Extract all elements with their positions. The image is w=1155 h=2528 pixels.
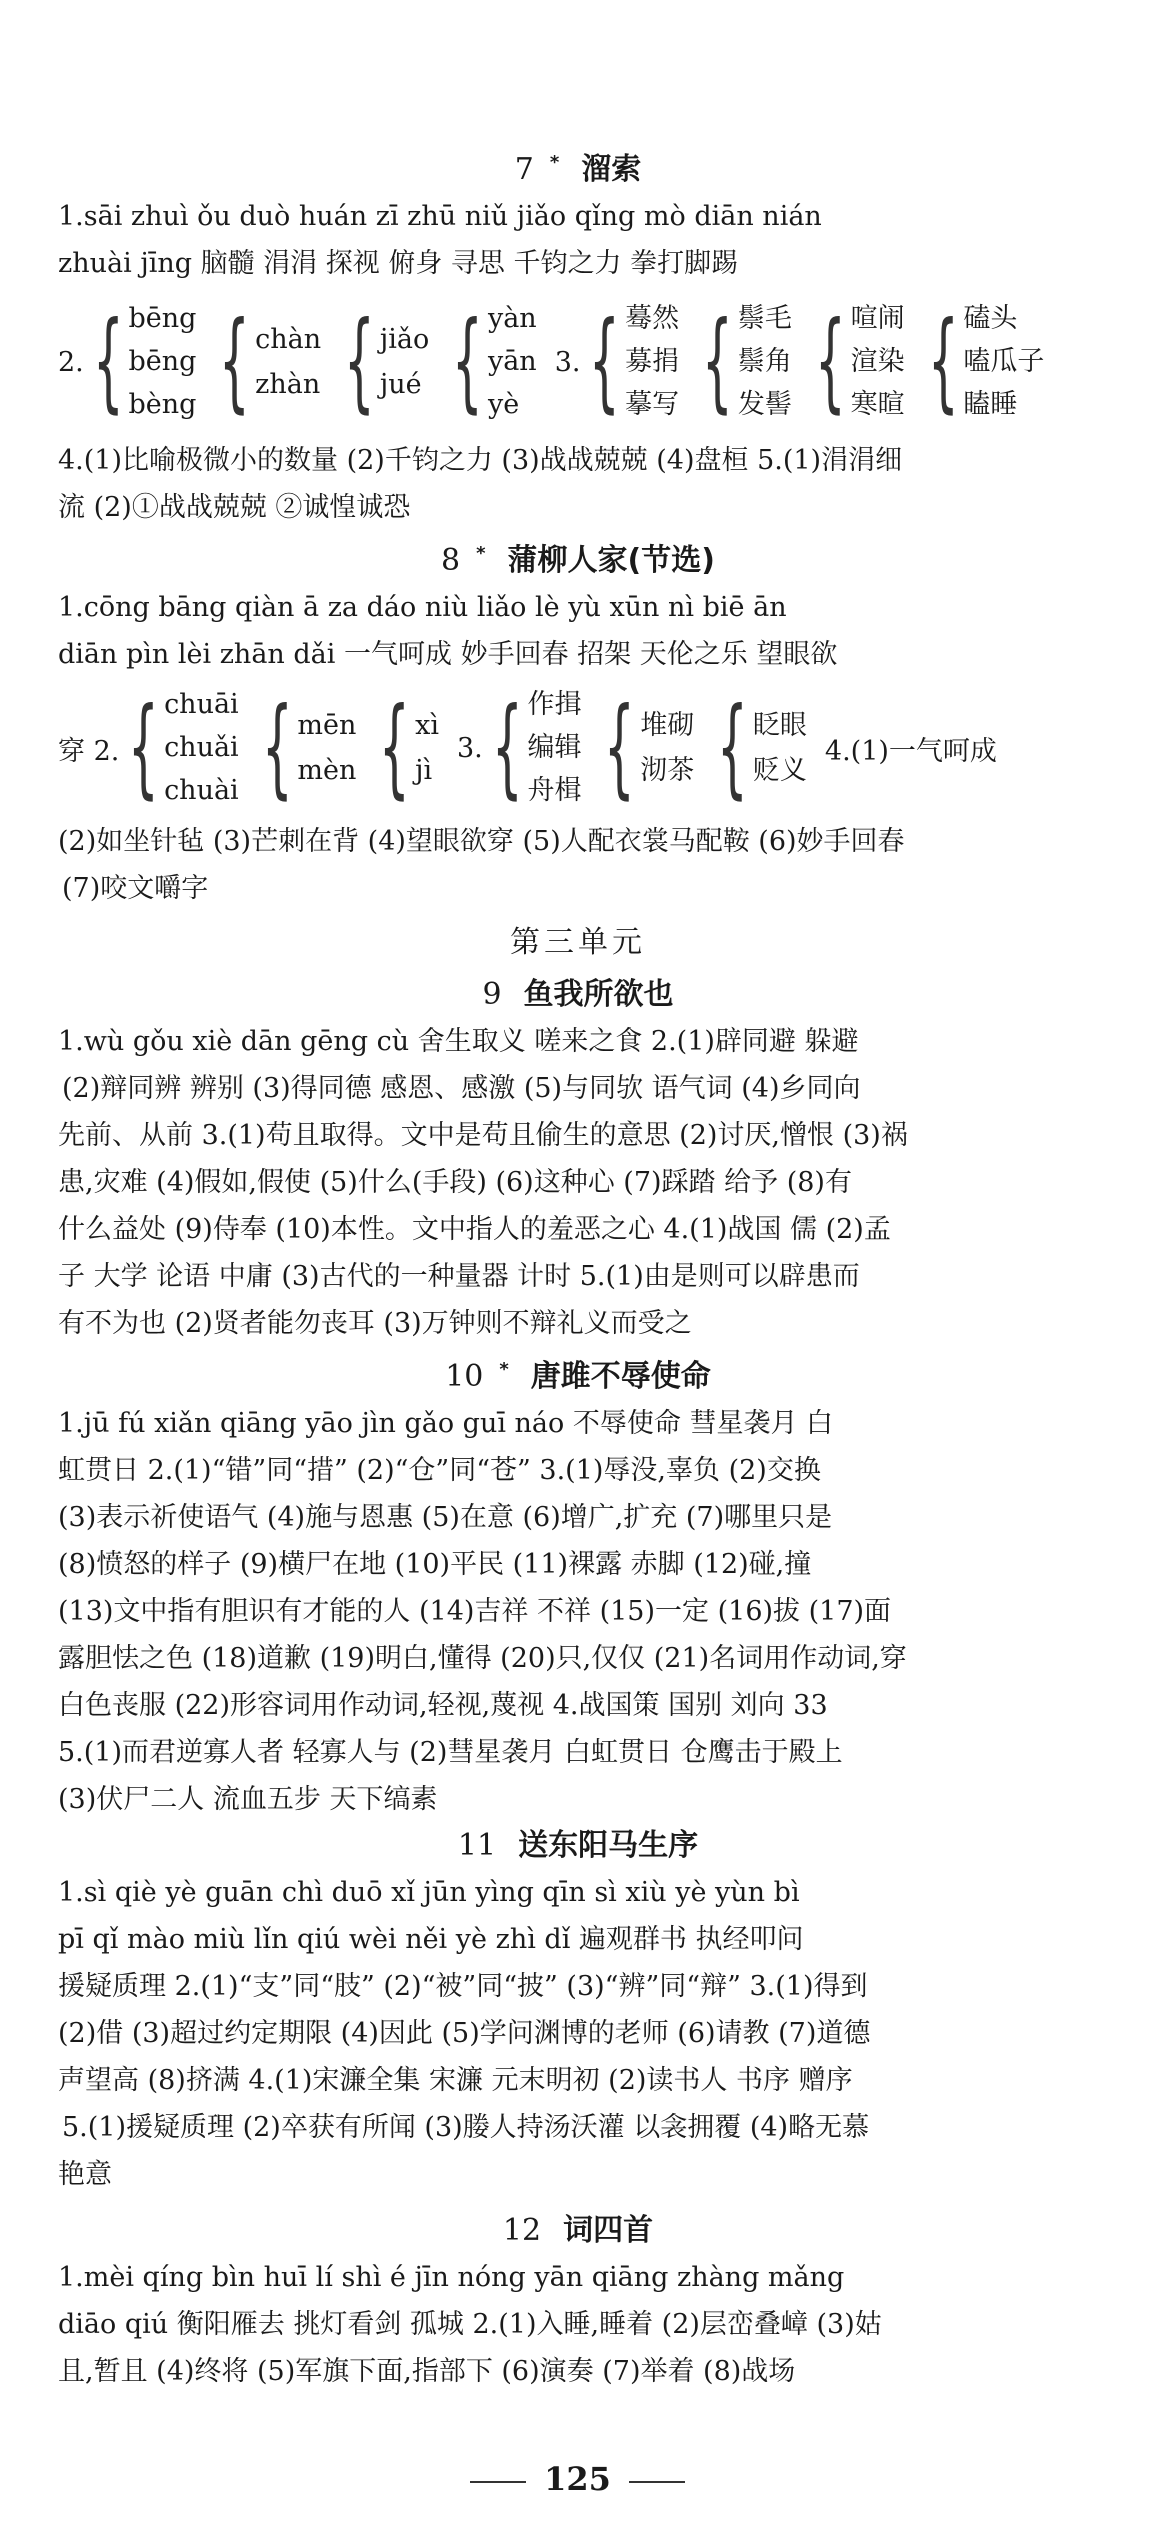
group-item: mèn [297, 754, 357, 786]
group-item: mēn [297, 709, 357, 741]
group-item: yàn [487, 302, 537, 334]
lesson-7-title [58, 140, 1098, 193]
answer-line: (2)如坐针毡 (3)芒刺在背 (4)望眼欲穿 (5)人配衣裳马配鞍 (6)妙手回春 [58, 826, 905, 857]
group-item: chuāi [164, 688, 239, 720]
lesson-star: * [549, 152, 560, 173]
item-number: 3. [554, 346, 581, 378]
brace-icon: { [452, 299, 484, 424]
pronunciation-groups [58, 287, 1098, 437]
group-item: yān [487, 345, 537, 377]
lesson-11-title [58, 1823, 1098, 1869]
group-item: 磕头 [963, 302, 1018, 334]
group-item: 渲染 [850, 345, 905, 377]
group-item: 编辑 [527, 731, 582, 763]
group-item: 鬃角 [737, 345, 792, 377]
lesson-title-text: 蒲柳人家(节选) [507, 543, 715, 578]
brace-icon: { [261, 685, 293, 810]
group-item: bēng [128, 345, 197, 377]
lesson-star: * [476, 543, 486, 564]
brace-icon: { [589, 299, 621, 424]
answer-line: (8)愤怒的样子 (9)横尸在地 (10)平民 (11)裸露 赤脚 (12)碰,撞 [58, 1549, 812, 1580]
brace-group [447, 297, 536, 427]
lesson-title-text: 唐雎不辱使命 [530, 1359, 711, 1394]
lesson-title-text: 溜索 [581, 152, 642, 187]
brace-icon: { [92, 299, 124, 424]
answer-line: 5.(1)援疑质理 (2)卒获有所闻 (3)媵人持汤沃灌 以衾拥覆 (4)略无慕 [62, 2112, 870, 2143]
brace-icon: { [128, 685, 160, 810]
item-number: 2. [58, 346, 84, 378]
brace-group [697, 297, 792, 427]
brace-group [374, 685, 439, 810]
group-item: 贬义 [752, 754, 807, 786]
lesson-10-title [58, 1347, 1098, 1400]
lesson-number: 10 [445, 1359, 484, 1394]
answer-line: 1.jū fú xiǎn qiāng yāo jìn gǎo guī náo 不辱使命 彗星袭月 白 [58, 1408, 834, 1439]
answer-line: 声望高 (8)挤满 4.(1)宋濂全集 宋濂 元末明初 (2)读书人 书序 赠序 [58, 2065, 853, 2096]
answer-line: (7)咬文嚼字 [62, 873, 209, 904]
group-item: 寒暄 [850, 389, 905, 421]
answer-line: 5.(1)而君逆寡人者 轻寡人与 (2)彗星袭月 白虹贯日 仓鹰击于殿上 [58, 1737, 843, 1768]
group-item: jiǎo [379, 323, 430, 355]
divider [470, 2481, 526, 2483]
group-item: chuǎi [164, 731, 239, 763]
lesson-number: 12 [502, 2213, 542, 2248]
brace-icon: { [344, 299, 375, 424]
lesson-9-title [58, 972, 1098, 1018]
group-item: xì [415, 709, 439, 741]
divider [629, 2481, 685, 2483]
lesson-title-text: 词四首 [563, 2213, 654, 2248]
group-item: 舟楫 [527, 775, 582, 807]
group-item: chuài [164, 775, 239, 807]
group-item: 募捐 [625, 345, 680, 377]
page-number [0, 2460, 1155, 2498]
group-item: 蓦然 [625, 302, 680, 334]
group-item: 发髻 [737, 389, 792, 421]
answer-line: 先前、从前 3.(1)苟且取得。文中是苟且偷生的意思 (2)讨厌,憎恨 (3)祸 [58, 1120, 908, 1151]
answer-line: diān pìn lèi zhān dǎi 一气呵成 妙手回春 招架 天伦之乐 望眼欲 [58, 639, 838, 670]
answer-line: (13)文中指有胆识有才能的人 (14)吉祥 不祥 (15)一定 (16)拔 (17)面 [58, 1596, 892, 1627]
lesson-8-title [58, 531, 1098, 584]
group-item: yè [487, 389, 520, 421]
brace-group [599, 685, 695, 810]
answer-line: 1.sāi zhuì ǒu duò huán zī zhū niǔ jiǎo qǐng mò diān nián [58, 201, 822, 232]
answer-line: 白色丧服 (22)形容词用作动词,轻视,蔑视 4.战国策 国别 刘向 33 [58, 1690, 828, 1721]
answer-line: 有不为也 (2)贤者能勿丧耳 (3)万钟则不辩礼义而受之 [58, 1308, 692, 1339]
answer-line: 艳意 [58, 2159, 112, 2190]
answer-line: (2)借 (3)超过约定期限 (4)因此 (5)学问渊博的老师 (6)请教 (7)道德 [58, 2018, 871, 2049]
answer-line: 1.wù gǒu xiè dān gēng cù 舍生取义 嗟来之食 2.(1)辟同避 躲避 [58, 1026, 859, 1057]
lesson-number: 11 [457, 1828, 497, 1863]
group-item: jué [379, 368, 422, 400]
brace-icon: { [491, 685, 523, 810]
group-item: 喧闹 [850, 302, 905, 334]
answer-line: (2)辩同辨 辨别 (3)得同德 感恩、感激 (5)与同欤 语气词 (4)乡同向 [62, 1073, 861, 1104]
brace-group [487, 683, 582, 813]
answer-line: 4.(1)比喻极微小的数量 (2)千钧之力 (3)战战兢兢 (4)盘桓 5.(1)涓涓细 [58, 445, 903, 476]
answer-line: (3)表示祈使语气 (4)施与恩惠 (5)在意 (6)增广,扩充 (7)哪里只是 [58, 1502, 833, 1533]
answer-line: 且,暂且 (4)终将 (5)军旗下面,指部下 (6)演奏 (7)举着 (8)战场 [58, 2356, 796, 2387]
brace-icon: { [219, 299, 251, 424]
brace-icon: { [604, 685, 636, 810]
brace-icon: { [702, 299, 733, 424]
answer-line: 患,灾难 (4)假如,假使 (5)什么(手段) (6)这种心 (7)踩踏 给予 (8)有 [58, 1167, 852, 1198]
group-item: 作揖 [527, 688, 582, 720]
brace-icon: { [927, 299, 959, 424]
page-number-text: 125 [544, 2460, 611, 2498]
answer-line: pī qǐ mào miù lǐn qiú wèi něi yè zhì dǐ 遍观群书 执经叩问 [58, 1924, 804, 1955]
answer-line: 1.mèi qíng bìn huī lí shì é jīn nóng yān qiāng zhàng mǎng [58, 2262, 845, 2293]
group-item: 鬃毛 [737, 302, 792, 334]
group-item: jì [415, 754, 433, 786]
lesson-12-title [58, 2208, 1098, 2254]
group-item: 沏茶 [640, 754, 695, 786]
brace-group [923, 297, 1045, 427]
item-number: 穿 2. [58, 735, 120, 767]
lesson-number: 7 [514, 152, 534, 187]
group-item: 摹写 [625, 389, 680, 421]
lesson-number: 9 [482, 977, 502, 1012]
brace-group [257, 685, 357, 810]
brace-icon: { [717, 685, 749, 810]
lesson-title-text: 送东阳马生序 [518, 1828, 699, 1863]
answer-line: zhuài jīng 脑髓 涓涓 探视 俯身 寻思 千钧之力 拳打脚踢 [58, 248, 739, 279]
item-number: 3. [457, 732, 483, 764]
group-item: 堆砌 [640, 709, 695, 741]
answer-line: 虹贯日 2.(1)“错”同“措” (2)“仓”同“苍” 3.(1)辱没,辜负 (2)交换 [58, 1455, 821, 1486]
lesson-title-text: 鱼我所欲也 [523, 977, 674, 1012]
brace-group [339, 299, 430, 424]
answer-line: (3)伏尸二人 流血五步 天下缟素 [58, 1784, 438, 1815]
answer-line: 流 (2)①战战兢兢 ②诚惶诚恐 [58, 492, 411, 523]
lesson-star: * [499, 1359, 509, 1380]
group-item: bēng [128, 302, 197, 334]
brace-group [810, 297, 905, 427]
group-item: zhàn [255, 368, 321, 400]
group-item: 嗑瓜子 [963, 345, 1045, 377]
brace-group [584, 297, 679, 427]
answer-line: 援疑质理 2.(1)“支”同“肢” (2)“被”同“披” (3)“辨”同“辩” 3.(1)得到 [58, 1971, 868, 2002]
brace-group [123, 683, 238, 813]
pronunciation-groups [58, 678, 1098, 818]
group-item: 瞌睡 [963, 389, 1018, 421]
answer-line: diāo qiú 衡阳雁去 挑灯看剑 孤城 2.(1)入睡,睡着 (2)层峦叠嶂 (3)姑 [58, 2309, 882, 2340]
answer-line: 露胆怯之色 (18)道歉 (19)明白,懂得 (20)只,仅仅 (21)名词用作动词,穿 [58, 1643, 907, 1674]
answer-line: 什么益处 (9)侍奉 (10)本性。文中指人的羞恶之心 4.(1)战国 儒 (2)孟 [58, 1214, 891, 1245]
group-item: chàn [255, 323, 322, 355]
unit-title: 第三单元 [510, 925, 646, 960]
brace-icon: { [814, 299, 846, 424]
brace-group [88, 297, 197, 427]
lesson-number: 8 [441, 543, 461, 578]
answer-content [58, 140, 1098, 2395]
group-item: bèng [128, 389, 197, 421]
answer-line: 子 大学 论语 中庸 (3)古代的一种量器 计时 5.(1)由是则可以辟患而 [58, 1261, 860, 1292]
answer-line: 1.cōng bāng qiàn ā za dáo niù liǎo lè yù xūn nì biē ān [58, 592, 787, 623]
brace-group [712, 685, 807, 810]
group-item: 眨眼 [752, 709, 807, 741]
brace-group [214, 299, 322, 424]
answer-text: 4.(1)一气呵成 [824, 735, 997, 767]
answer-line: 1.sì qiè yè guān chì duō xǐ jūn yìng qīn sì xiù yè yùn bì [58, 1877, 800, 1908]
brace-icon: { [379, 685, 411, 810]
